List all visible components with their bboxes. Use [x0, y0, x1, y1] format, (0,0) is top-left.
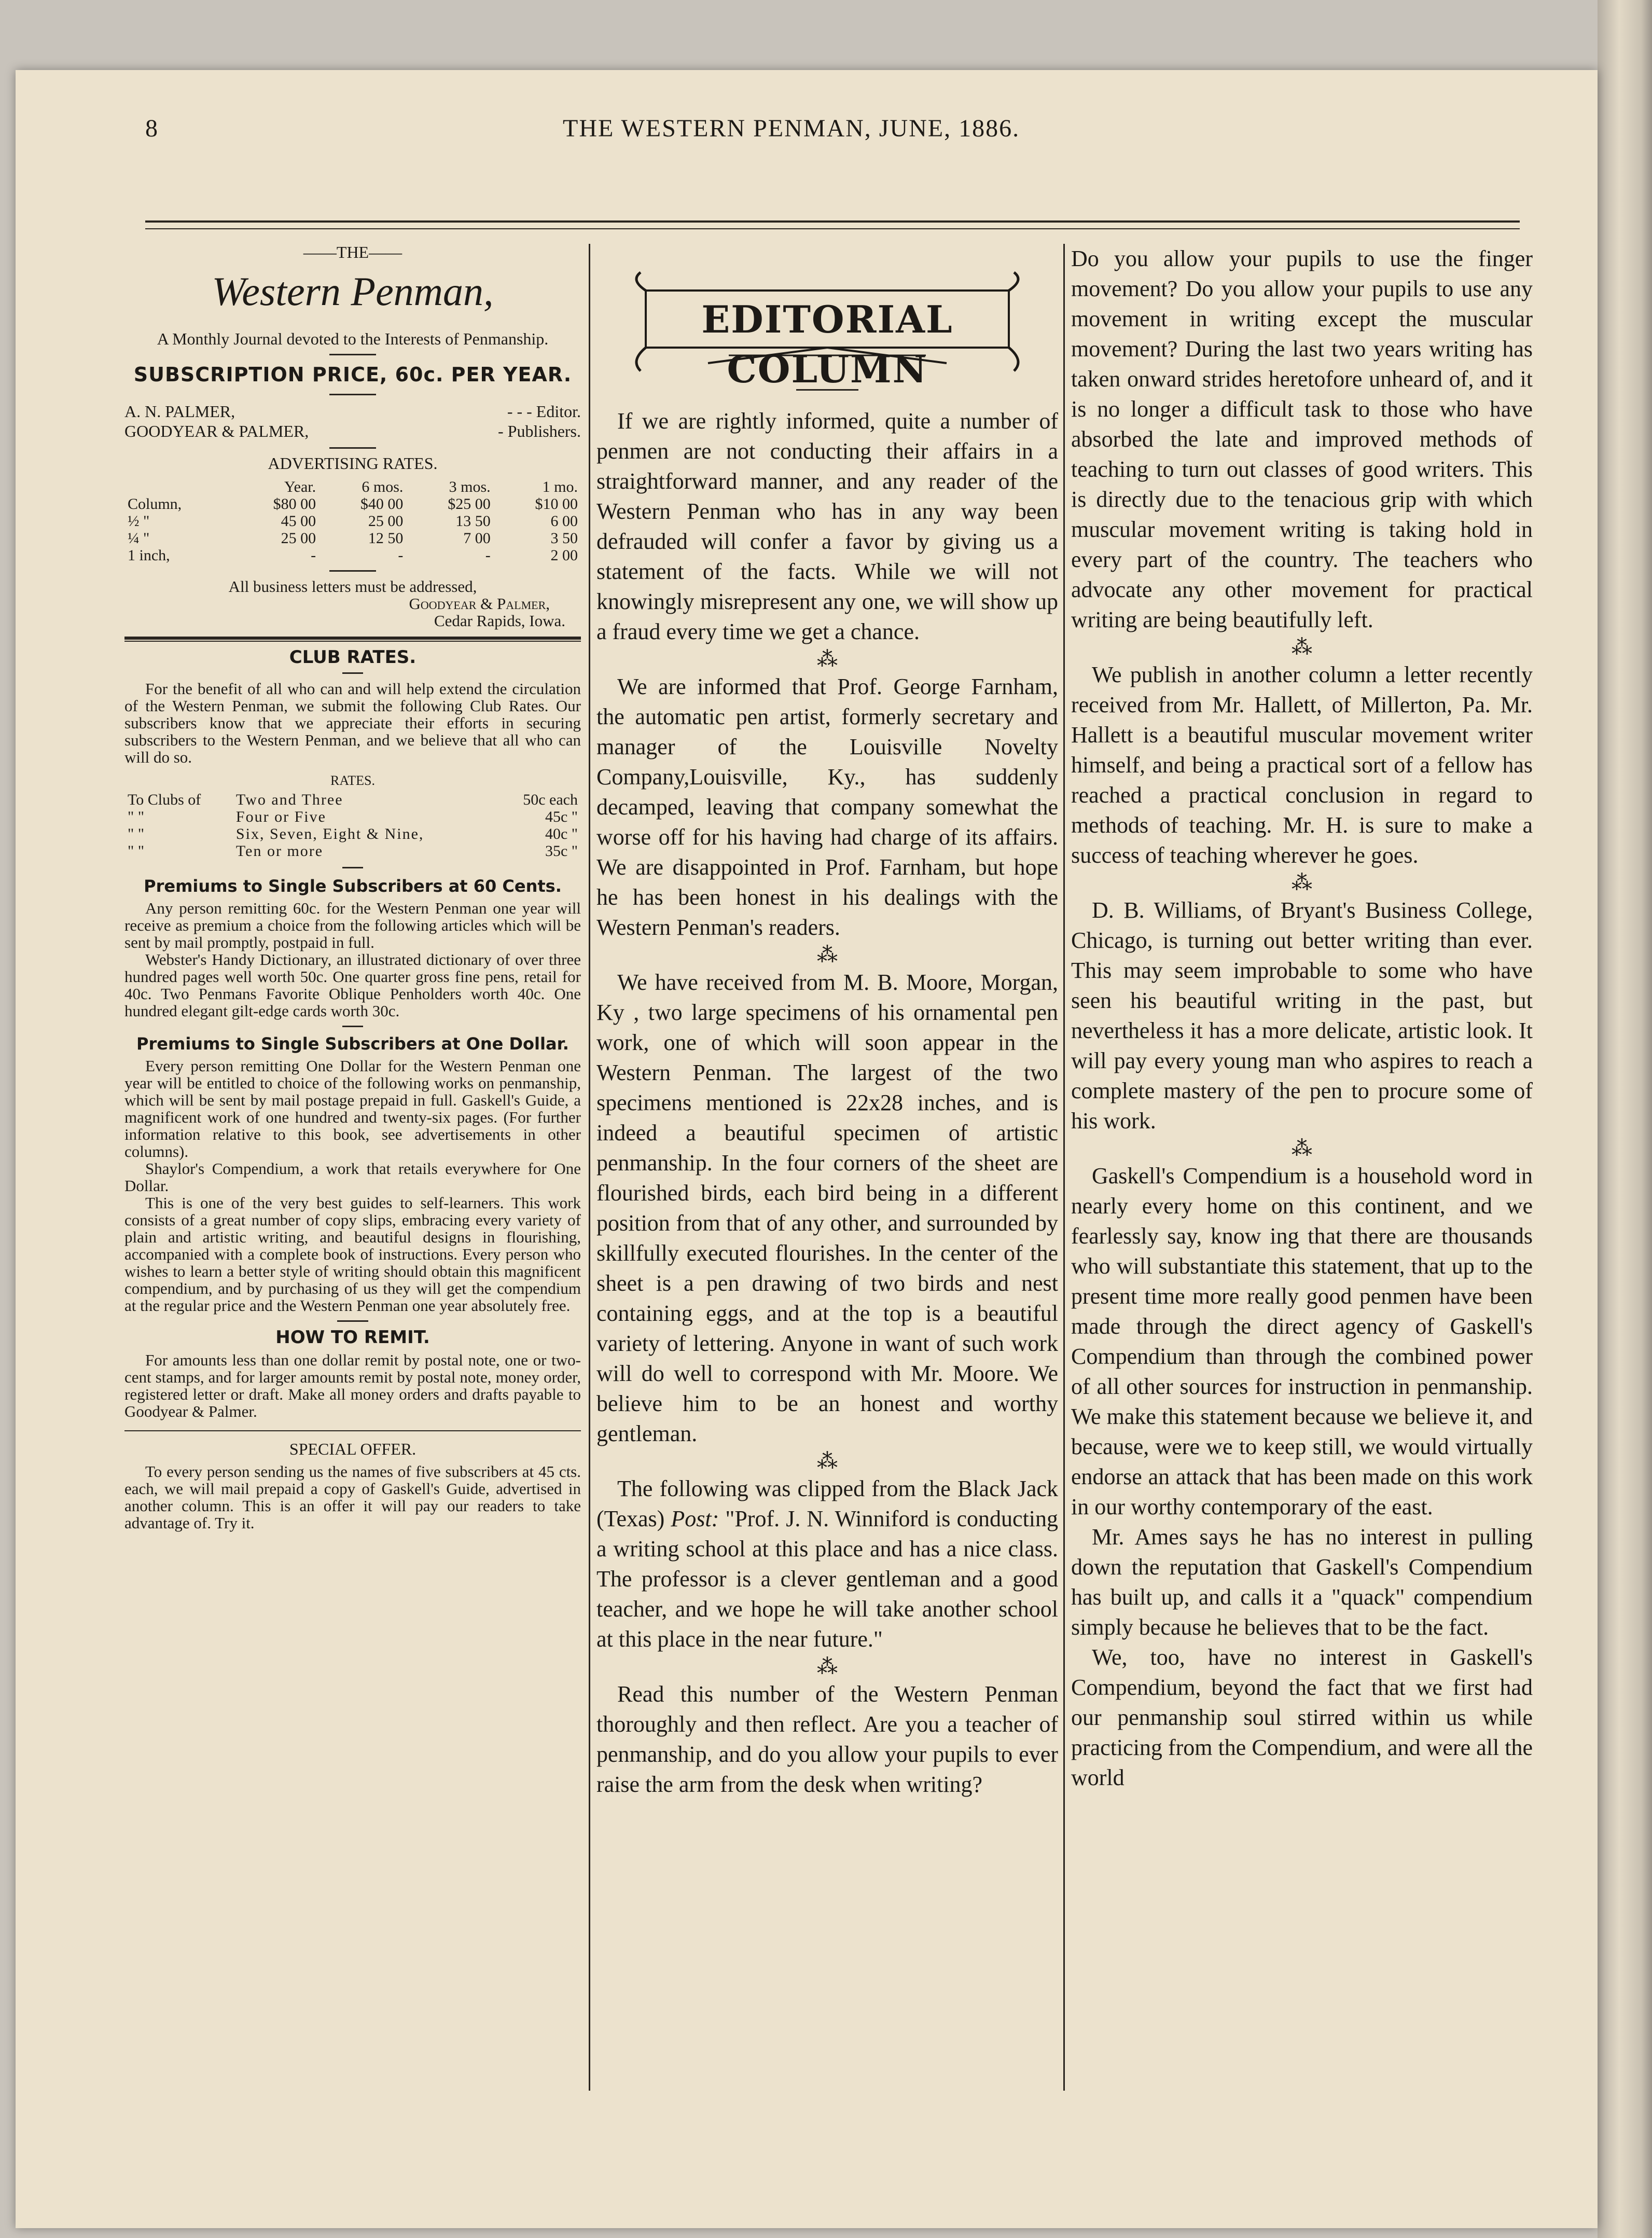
asterism: ⁂ — [1292, 1137, 1312, 1160]
advertising-rates-title: ADVERTISING RATES. — [268, 454, 438, 473]
editorial-paragraph: Gaskell's Compendium is a household word in nearly every home on this continent, and we fearlessly say, know ing that there are thousands who will substantiate this statement, that up to the present time more really good penmen have been made through the direct agency of Gaskell's Compendium than through the combined power of all other sources for instruction in penmanship. We make this statement because we believe it, and because, were we to keep still, we would virtually endorse an attack that has been made on this work in our worthy contemporary of the east. — [1071, 1163, 1533, 1519]
asterism: ⁂ — [817, 1449, 838, 1473]
editorial-paragraph: The following was clipped from the Black Jack (Texas) Post: "Prof. J. N. Winniford is conducting a writing school at this place and has a nice class. The professor is a clever gentleman and a good teacher, and we hope he will take another school at this place in the near future." — [596, 1476, 1059, 1652]
premium-dollar-description: This is one of the very best guides to self-learners. This work consists of a great number of copy slips, embracing every variety of plain and artistic writing, and beautiful designs in flourishing, accompanied with a complete book of instructions. Every person who wishes to learn a better style of writing should obtain this magnificent compendium, and by purchasing of us they will get the compendium at the regular price and the Western Penman one year absolutely free. — [124, 1194, 581, 1315]
masthead-title: THE WESTERN PENMAN, JUNE, 1886. — [563, 115, 1020, 142]
club-rates-text: For the benefit of all who can and will help extend the circulation of the Western Penman, we submit the following Club Rates. Our subscribers know that we appreciate their efforts in securing subscribers to the Western Penman, and we believe that all who can will do so. — [124, 680, 581, 766]
editorial-paragraph: We publish in another column a letter recently received from Mr. Hallett, of Millerton, Pa. Mr. Hallett is a beautiful muscular movement writer himself, and being a practical sort of a fellow has reached a practical conclusion in regard to methods of teaching. Mr. H. is sure to make a success of teaching wherever he goes. — [1071, 662, 1533, 868]
table-row: Column, $80 00 $40 00 $25 00 $10 00 — [128, 495, 578, 513]
editorial-paragraph: Do you allow your pupils to use the finger movement? Do you allow your pupils to use any movement in writing except the muscular movement? During the last two years writing has taken onward strides heretofore unheard of, and it is no longer a difficult task to those who have absorbed the late and improved methods of teaching to turn out classes of good writers. This is directly due to the tenacious grip with which muscular movement writing is taking hold in every part of the country. The teachers who advocate any other movement for practical writing are being beautifully left. — [1071, 246, 1533, 632]
advertising-rates-table — [124, 478, 581, 564]
special-offer-title: SPECIAL OFFER. — [289, 1440, 417, 1458]
table-row: To Clubs of Two and Three 50c each — [128, 791, 578, 808]
table-row: ½ " 45 00 25 00 13 50 6 00 — [128, 513, 578, 530]
column-separator — [589, 244, 590, 2091]
publisher-line — [124, 421, 581, 441]
editorial-column — [596, 244, 1058, 1800]
how-to-remit-title: HOW TO REMIT. — [275, 1327, 430, 1348]
running-head — [145, 114, 1094, 150]
table-row: ¼ " 25 00 12 50 7 00 3 50 — [128, 530, 578, 547]
asterism: ⁂ — [1292, 871, 1312, 894]
editor-role: - - - Editor. — [507, 402, 581, 421]
address-line: Cedar Rapids, Iowa. — [434, 612, 565, 630]
editor-line — [124, 402, 581, 421]
editorial-paragraph: We have received from M. B. Moore, Morgan, Ky , two large specimens of his ornamental pen work, one of which will soon appear in the Western Penman. The largest of the two specimens mentioned is 22x28 inches, and is indeed a beautiful specimen of artistic penmanship. In the four corners of the sheet are flourished birds, each bird being in a different position from that of any other, and surrounded by skillfully executed flourishes. In the center of the sheet is a pen drawing of two birds and nest containing eggs, and at the top is a beautiful variety of lettering. Anyone in want of such work will do well to correspond with Mr. Moore. We believe him to be an honest and worthy gentleman. — [596, 970, 1058, 1446]
page-number: 8 — [145, 115, 159, 142]
table-row: 1 inch, - - - 2 00 — [128, 547, 578, 564]
sidebar-column — [124, 244, 581, 1531]
the-label: ——THE—— — [303, 243, 402, 261]
premium-60-title: Premiums to Single Subscribers at 60 Cents. — [144, 876, 562, 896]
editorial-paragraph: We, too, have no interest in Gaskell's Compendium, beyond the fact that we first had our penmanship soul stirred within us while practicing from the Compendium, and were all the world — [1071, 1645, 1533, 1790]
editorial-paragraph: Mr. Ames says he has no interest in pulling down the reputation that Gaskell's Compendium has built up, and calls it a "quack" compendium simply because he believes that to be the fact. — [1071, 1524, 1533, 1640]
editorial-banner-text: EDITORIAL COLUMN — [701, 297, 953, 391]
table-row: " " Six, Seven, Eight & Nine, 40c " — [128, 825, 578, 842]
editorial-paragraph: We are informed that Prof. George Farnham, the automatic pen artist, formerly secretary and manager of the Louisville Novelty Company,Louisville, Ky., has suddenly decamped, leaving that company somewhat the worse off for his having had charge of its affairs. We are disappointed in Prof. Farnham, but hope he has been honest in his dealings with the Western Penman's readers. — [596, 674, 1058, 940]
script-title: Western Penman, — [212, 269, 494, 314]
editorial-continued-column — [1071, 244, 1533, 1793]
premium-dollar-text: Every person remitting One Dollar for the Western Penman one year will be entitled to choice of the following works on penmanship, which will be sent by mail postage prepaid in full. Gaskell's Guide, a magnificent work of one hundred and twenty-six pages. (For further information relative to this book, see advertisements in other columns). — [124, 1057, 581, 1161]
header-rule — [145, 220, 1520, 223]
editorial-paragraph: Read this number of the Western Penman thoroughly and then reflect. Are you a teacher of penmanship, and do you allow your pupils to ever raise the arm from the desk when writing? — [596, 1681, 1058, 1797]
header-rule-thin — [145, 228, 1520, 229]
club-rates-table — [124, 791, 581, 860]
asterism: ⁂ — [817, 647, 838, 671]
editorial-banner — [625, 270, 1030, 391]
column-separator — [1063, 244, 1065, 2091]
subscription-price: SUBSCRIPTION PRICE, 60c. PER YEAR. — [133, 363, 572, 386]
premium-60-text: Any person remitting 60c. for the Western Penman one year will receive as premium a choice from the following articles which will be sent by mail promptly, postpaid in full. — [124, 899, 581, 951]
special-offer-text: To every person sending us the names of five subscribers at 45 cts. each, we will mail prepaid a copy of Gaskell's Guide, advertised in another column. This is an offer it will pay our readers to take advantage of. Try it. — [124, 1462, 581, 1532]
adjacent-page-edge — [1598, 0, 1652, 2238]
table-row: " " Ten or more 35c " — [128, 842, 578, 860]
address-line: All business letters must be addressed, — [228, 577, 477, 596]
address-line: Goodyear & Palmer, — [409, 595, 550, 613]
editorial-paragraph: D. B. Williams, of Bryant's Business College, Chicago, is turning out better writing than ever. This may seem improbable to some who have seen his beautiful writing in the past, but nevertheless it has a more delicate, artistic look. It will pay every young man who aspires to reach a complete mastery of the pen to procure some of his work. — [1071, 897, 1533, 1134]
premium-dollar-title: Premiums to Single Subscribers at One Dollar. — [136, 1034, 569, 1054]
publisher-role: - Publishers. — [498, 422, 581, 440]
club-rates-title: CLUB RATES. — [289, 647, 417, 668]
editorial-paragraph: If we are rightly informed, quite a number of penmen are not conducting their affairs in a straightforward manner, and any reader of the Western Penman who has in any way been defrauded will confer a favor by giving us a statement of the facts. While we will not knowingly misrepresent any one, we will show up a fraud every time we get a chance. — [596, 408, 1058, 644]
premium-60-list: Webster's Handy Dictionary, an illustrated dictionary of over three hundred pages well worth 50c. One quarter gross fine pens, retail for 40c. Two Penmans Favorite Oblique Penholders worth 40c. One hundred elegant gilt-edge cards worth 30c. — [124, 950, 581, 1020]
premium-dollar-compendium: Shaylor's Compendium, a work that retails everywhere for One Dollar. — [124, 1159, 581, 1195]
table-row: " " Four or Five 45c " — [128, 808, 578, 825]
journal-subtitle: A Monthly Journal devoted to the Interests of Penmanship. — [157, 329, 549, 348]
table-row: Year. 6 mos. 3 mos. 1 mo. — [284, 478, 578, 495]
asterism: ⁂ — [1292, 636, 1312, 659]
how-to-remit-text: For amounts less than one dollar remit by postal note, one or two-cent stamps, and for larger amounts remit by postal note, money order, registered letter or draft. Make all money orders and drafts payable to Goodyear & Palmer. — [124, 1351, 581, 1420]
rates-title: RATES. — [330, 773, 375, 788]
editor-name: A. N. PALMER, — [124, 402, 235, 421]
publisher-name: GOODYEAR & PALMER, — [124, 422, 309, 440]
asterism: ⁂ — [817, 1655, 838, 1678]
asterism: ⁂ — [817, 943, 838, 966]
